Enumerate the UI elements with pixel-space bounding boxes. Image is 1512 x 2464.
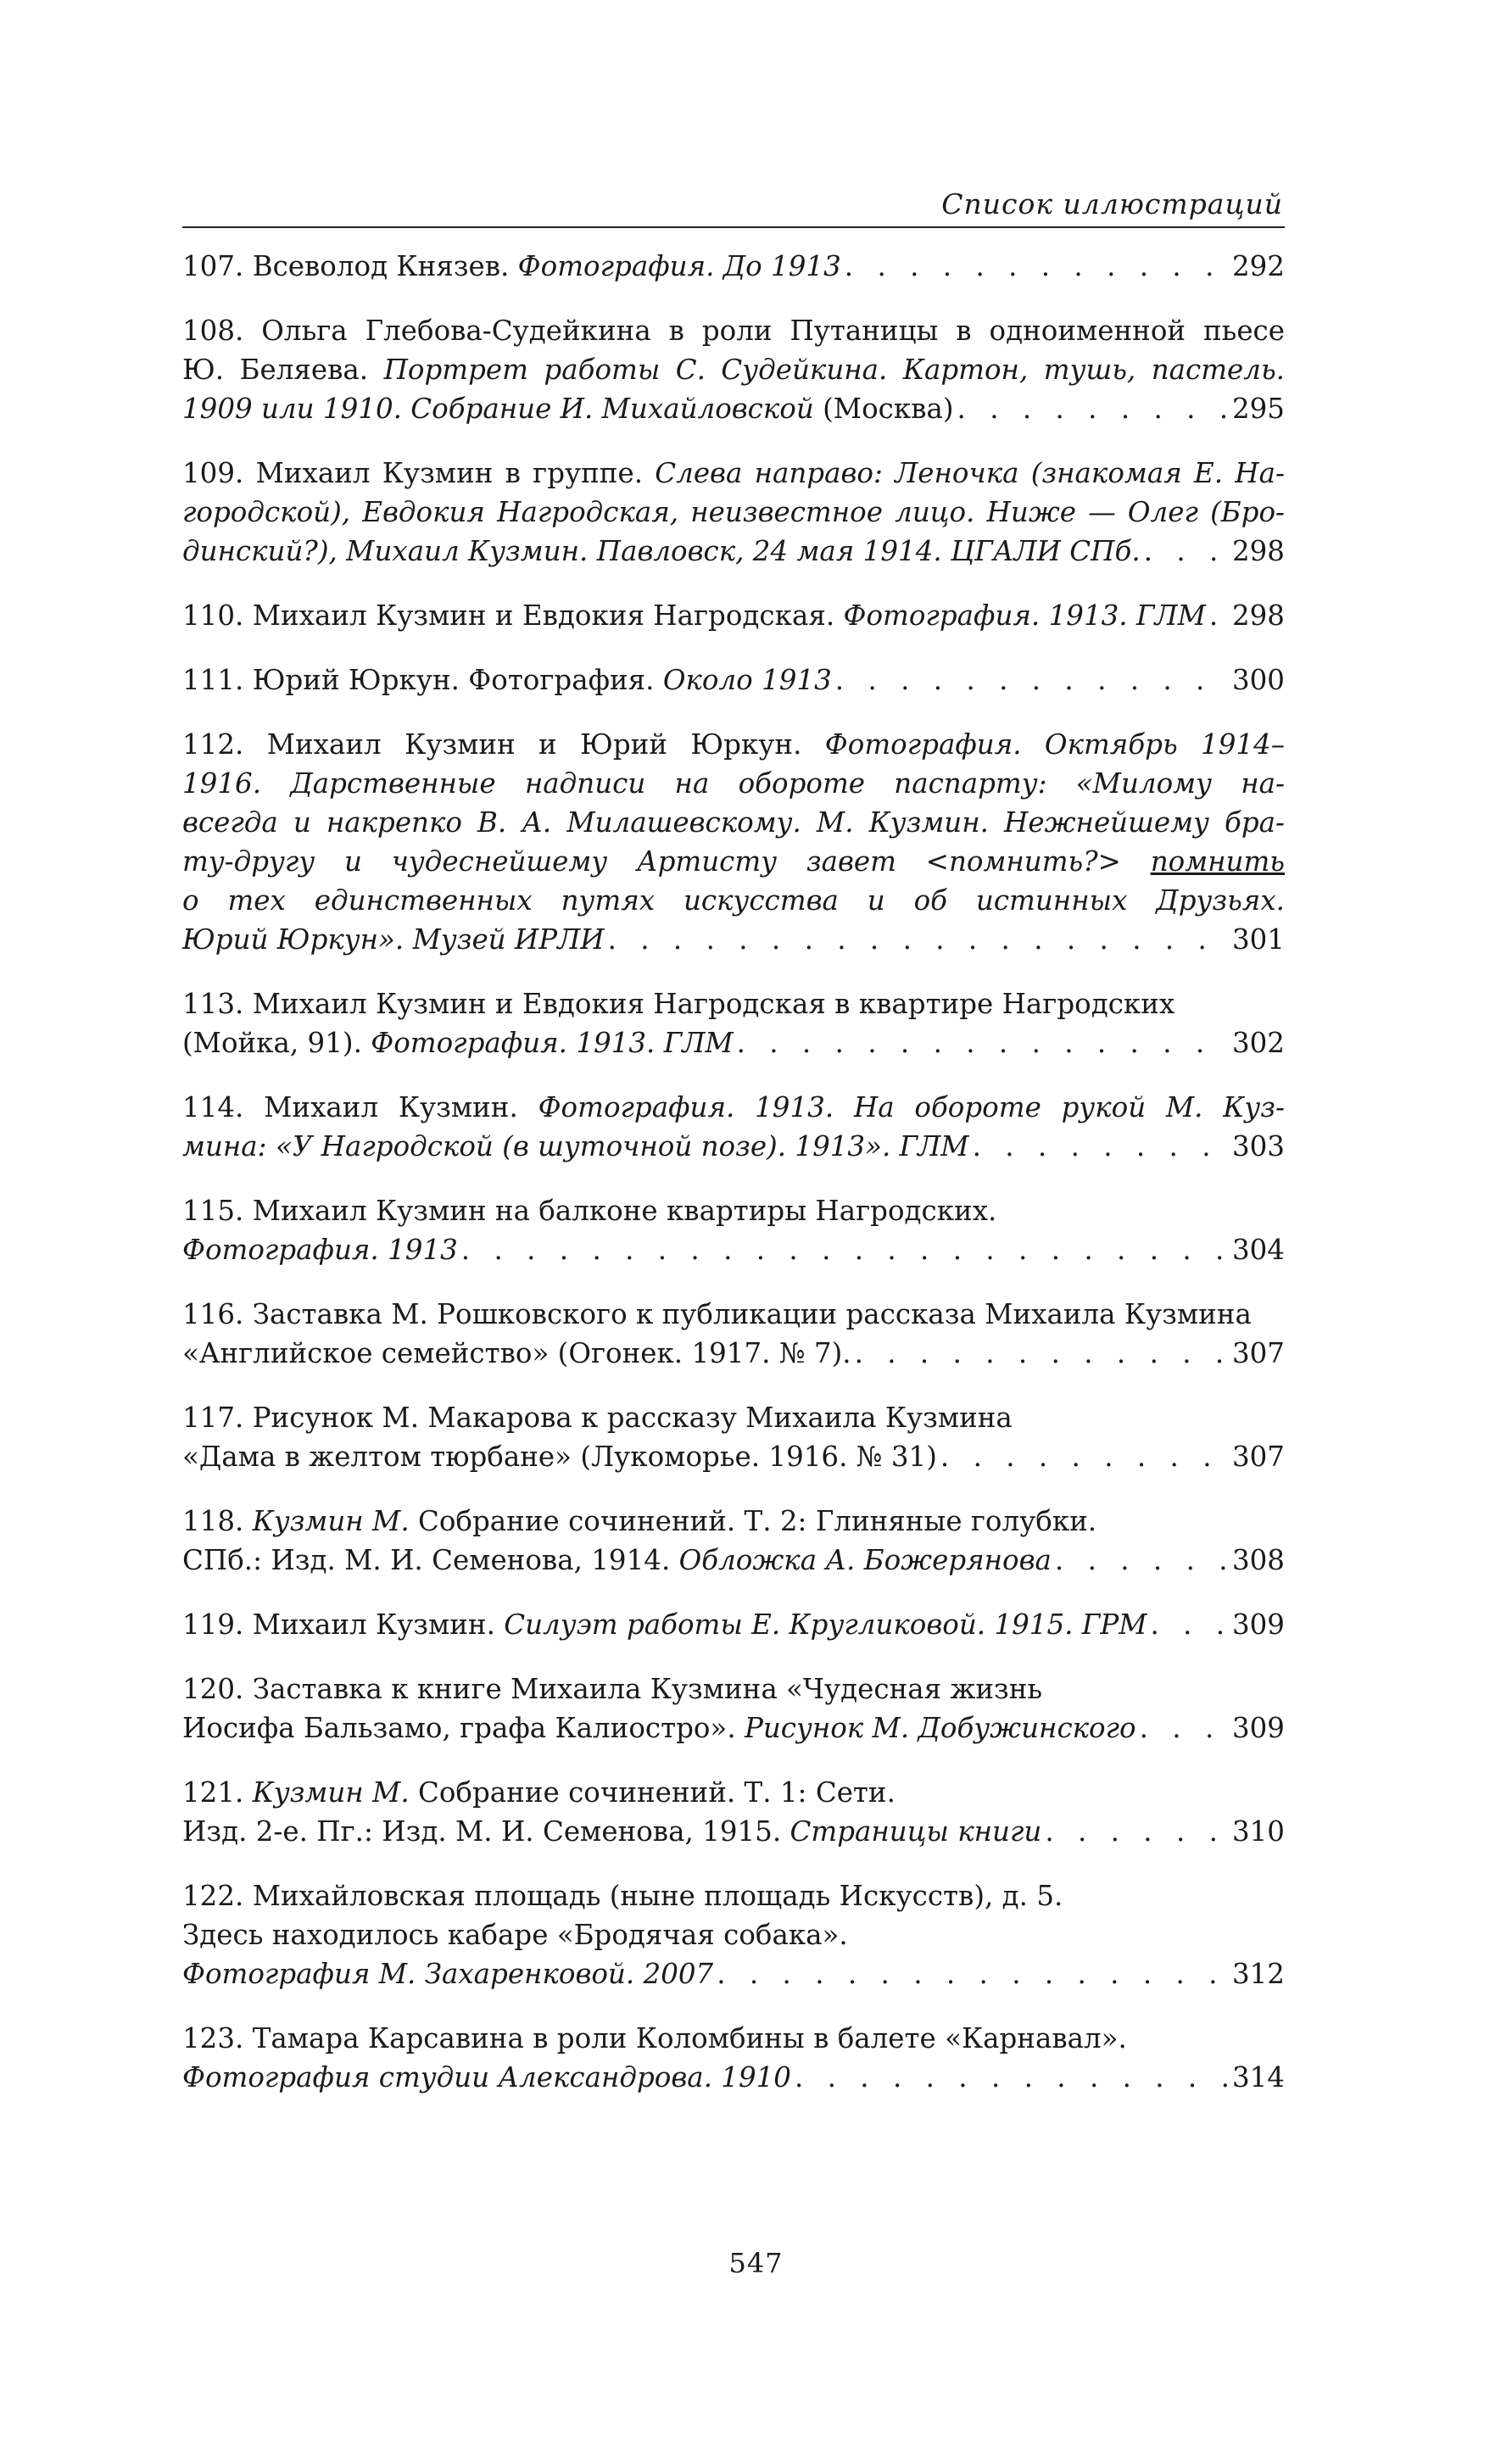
entry-line [182, 493, 1285, 532]
plain-text: 120. Заставка к книге Михаила Кузмина «Чудесная жизнь [182, 1673, 1043, 1705]
entry-line [182, 1088, 1285, 1127]
entry-text [182, 1127, 969, 1166]
plain-text: «Английское семейство» (Огонек. 1917. № 7). [182, 1337, 851, 1369]
dot-leader [973, 1127, 1229, 1166]
page-reference: 309 [1231, 1712, 1285, 1744]
entry-text [182, 1398, 1013, 1437]
plain-text: 117. Рисунок М. Макарова к рассказу Михаила Кузмина [182, 1402, 1013, 1434]
entry-text [182, 532, 1141, 571]
italic-text: Кузмин М. [252, 1776, 418, 1809]
entry-text [182, 1023, 734, 1062]
entry-text [182, 661, 832, 700]
dot-leader [845, 247, 1229, 286]
italic-text: Около 1913 [662, 664, 832, 696]
plain-text: Изд. 2-е. Пг.: Изд. М. И. Семенова, 1915. [182, 1815, 790, 1848]
entry-text [182, 389, 954, 428]
page-reference: 298 [1231, 535, 1285, 567]
entry-text [182, 767, 1285, 800]
page-reference: 309 [1231, 1608, 1285, 1641]
entry-text [182, 496, 1285, 528]
page-reference: 308 [1231, 1544, 1285, 1576]
plain-text: 111. Юрий Юркун. Фотография. [182, 664, 663, 696]
entry-text [182, 1709, 1136, 1748]
dot-leader [1055, 1541, 1229, 1580]
list-entry-111 [182, 661, 1285, 700]
italic-text: Фотография. До 1913 [517, 250, 841, 282]
dot-leader [1140, 1709, 1229, 1748]
plain-text: 113. Михаил Кузмин и Евдокия Нагродская в квартире Нагродских [182, 988, 1175, 1020]
dot-leader [717, 1954, 1229, 1993]
italic-text: Рисунок М. Добужинского [744, 1712, 1136, 1744]
entry-text [182, 920, 605, 959]
list-entry-112 [182, 725, 1285, 959]
dot-leader [737, 1023, 1229, 1062]
page-reference: 310 [1231, 1815, 1285, 1848]
entry-line [182, 1023, 1285, 1062]
page-number: 547 [728, 2247, 784, 2279]
entry-line [182, 1954, 1285, 1993]
entry-line [182, 1605, 1285, 1644]
page-reference: 314 [1231, 2061, 1285, 2093]
entry-text [182, 1541, 1052, 1580]
plain-text: 110. Михаил Кузмин и Евдокия Нагродская. [182, 599, 844, 632]
entry-line [182, 1773, 1285, 1812]
plain-text: 109. Михаил Кузмин в группе. [182, 457, 656, 489]
entry-line [182, 389, 1285, 428]
page-reference: 301 [1231, 923, 1285, 956]
entry-text [182, 1437, 937, 1476]
page-reference: 307 [1231, 1337, 1285, 1369]
plain-text: 108. Ольга Глебова-Судейкина в роли Путаницы в одноименной пьесе [182, 315, 1285, 347]
list-entry-118 [182, 1502, 1285, 1580]
header-rule [182, 226, 1285, 228]
entry-text [182, 1502, 1096, 1541]
italic-text: Юрий Юркун». Музей ИРЛИ [182, 923, 605, 956]
entry-line [182, 247, 1285, 286]
plain-text: СПб.: Изд. М. И. Семенова, 1914. [182, 1544, 679, 1576]
book-page [182, 182, 1285, 2122]
plain-text: 115. Михаил Кузмин на балконе квартиры Нагродских. [182, 1195, 997, 1227]
italic-text: Слева направо: Леночка (знакомая Е. На- [655, 457, 1285, 489]
page-reference: 304 [1231, 1234, 1285, 1266]
running-head: Список иллюстраций [941, 187, 1283, 220]
plain-text: «Дама в желтом тюрбане» (Лукоморье. 1916. № 31) [182, 1441, 937, 1473]
entry-line [182, 1812, 1285, 1851]
plain-text: (Мойка, 91). [182, 1027, 371, 1059]
italic-text: Фотография студии Александрова. 1910 [182, 2061, 791, 2093]
plain-text: Собрание сочинений. Т. 1: Сети. [418, 1776, 895, 1809]
entry-line [182, 454, 1285, 493]
entry-line [182, 920, 1285, 959]
italic-text: Портрет работы С. Судейкина. Картон, тушь, пастель. [383, 354, 1285, 386]
entry-line [182, 725, 1285, 764]
italic-text: динский?), Михаил Кузмин. Павловск, 24 мая 1914. ЦГАЛИ СПб. [182, 535, 1141, 567]
entry-line [182, 1876, 1285, 1915]
entry-line [182, 1709, 1285, 1748]
dot-leader [855, 1334, 1229, 1373]
dot-leader [795, 2058, 1229, 2097]
dot-leader [1045, 1812, 1229, 1851]
list-entry-119 [182, 1605, 1285, 1644]
list-entry-122 [182, 1876, 1285, 1993]
list-entry-116 [182, 1295, 1285, 1373]
plain-text: 118. [182, 1505, 253, 1537]
entry-text [182, 1191, 996, 1230]
entry-text [182, 984, 1174, 1023]
list-entry-107 [182, 247, 1285, 286]
entry-line [182, 881, 1285, 920]
entry-text [182, 457, 1285, 489]
dot-leader [608, 920, 1229, 959]
italic-text: о тех единственных путях искусства и об истинных Друзьях. [182, 884, 1285, 917]
entry-line [182, 1334, 1285, 1373]
entry-text [182, 1605, 1147, 1644]
entry-text [182, 1091, 1285, 1123]
list-entry-115 [182, 1191, 1285, 1269]
italic-text: мина: «У Нагродской (в шуточной позе). 1913». ГЛМ [182, 1130, 969, 1162]
page-reference: 312 [1231, 1958, 1285, 1990]
entry-line [182, 764, 1285, 803]
dot-leader [1209, 596, 1229, 635]
entry-line [182, 2058, 1285, 2097]
page-reference: 303 [1231, 1130, 1285, 1162]
italic-text: всегда и накрепко В. А. Милашевскому. М. Кузмин. Нежнейшему бра- [182, 806, 1285, 839]
plain-text: (Москва) [823, 393, 954, 425]
entry-text [182, 1334, 851, 1373]
dot-leader [1150, 1605, 1228, 1644]
list-entry-123 [182, 2019, 1285, 2097]
entry-text [182, 315, 1285, 347]
italic-text: Обложка А. Божерянова [678, 1544, 1052, 1576]
plain-text: Иосифа Бальзамо, графа Калиостро». [182, 1712, 745, 1744]
list-entry-113 [182, 984, 1285, 1062]
list-entry-108 [182, 311, 1285, 428]
underlined-text: помнить [1150, 845, 1285, 878]
entry-line [182, 1295, 1285, 1334]
entry-line [182, 596, 1285, 635]
entry-line [182, 311, 1285, 350]
entry-text [182, 1230, 458, 1269]
plain-text: Здесь находилось кабаре «Бродячая собака». [182, 1919, 848, 1951]
entry-line [182, 1915, 1285, 1954]
entry-text [182, 728, 1285, 761]
entry-text [182, 247, 841, 286]
plain-text: Собрание сочинений. Т. 2: Глиняные голубки. [418, 1505, 1097, 1537]
italic-text: Фотография. 1913. ГЛМ [371, 1027, 734, 1059]
entry-line [182, 1398, 1285, 1437]
entry-text [182, 1876, 1063, 1915]
illustration-list [182, 247, 1285, 2097]
dot-leader [940, 1437, 1229, 1476]
italic-text: Фотография. 1913. На обороте рукой М. Куз- [538, 1091, 1285, 1123]
page-reference: 295 [1231, 393, 1285, 425]
list-entry-120 [182, 1670, 1285, 1748]
plain-text: 116. Заставка М. Рошковского к публикации рассказа Михаила Кузмина [182, 1298, 1252, 1330]
plain-text: 121. [182, 1776, 253, 1809]
italic-text: ту-другу и чудеснейшему Артисту завет <помнить?> [182, 845, 1151, 878]
italic-text: 1909 или 1910. Собрание И. Михайловской [182, 393, 823, 425]
plain-text: 122. Михайловская площадь (ныне площадь Искусств), д. 5. [182, 1880, 1063, 1912]
italic-text: Кузмин М. [252, 1505, 418, 1537]
list-entry-109 [182, 454, 1285, 571]
plain-text: 119. Михаил Кузмин. [182, 1608, 505, 1641]
page-reference: 307 [1231, 1441, 1285, 1473]
entry-text [182, 596, 1206, 635]
entry-line [182, 803, 1285, 842]
dot-leader [835, 661, 1229, 700]
entry-line [182, 842, 1285, 881]
dot-leader [461, 1230, 1229, 1269]
entry-text [182, 1954, 713, 1993]
italic-text: Фотография М. Захаренковой. 2007 [182, 1958, 714, 1990]
entry-text [182, 1915, 848, 1954]
dot-leader [1144, 532, 1229, 571]
italic-text: 1916. Дарственные надписи на обороте паспарту: «Милому на- [182, 767, 1285, 800]
list-entry-117 [182, 1398, 1285, 1476]
entry-text [182, 1295, 1252, 1334]
plain-text: 112. Михаил Кузмин и Юрий Юркун. [182, 728, 825, 761]
list-entry-110 [182, 596, 1285, 635]
entry-line [182, 1437, 1285, 1476]
page-reference: 298 [1231, 599, 1285, 632]
entry-line [182, 1191, 1285, 1230]
entry-text [182, 1812, 1041, 1851]
entry-line [182, 1127, 1285, 1166]
italic-text: городской), Евдокия Нагродская, неизвестное лицо. Ниже — Олег (Бро- [182, 496, 1285, 528]
italic-text: Фотография. 1913 [182, 1234, 458, 1266]
entry-line [182, 661, 1285, 700]
list-entry-121 [182, 1773, 1285, 1851]
italic-text: Фотография. Октябрь 1914– [824, 728, 1285, 761]
entry-line [182, 1670, 1285, 1709]
entry-text [182, 1670, 1042, 1709]
entry-text [182, 884, 1285, 917]
entry-line [182, 532, 1285, 571]
plain-text: Ю. Беляева. [182, 354, 384, 386]
italic-text: Страницы книги [789, 1815, 1042, 1848]
entry-text [182, 2019, 1127, 2058]
entry-line [182, 1541, 1285, 1580]
entry-text [182, 1773, 895, 1812]
entry-text [182, 845, 1285, 878]
page-reference: 302 [1231, 1027, 1285, 1059]
plain-text: 107. Всеволод Князев. [182, 250, 518, 282]
entry-line [182, 350, 1285, 389]
entry-text [182, 354, 1285, 386]
entry-line [182, 984, 1285, 1023]
entry-text [182, 806, 1285, 839]
plain-text: 114. Михаил Кузмин. [182, 1091, 538, 1123]
italic-text: Фотография. 1913. ГЛМ [843, 599, 1206, 632]
list-entry-114 [182, 1088, 1285, 1166]
plain-text: 123. Тамара Карсавина в роли Коломбины в балете «Карнавал». [182, 2022, 1127, 2054]
page-reference: 292 [1231, 250, 1285, 282]
entry-line [182, 2019, 1285, 2058]
entry-line [182, 1230, 1285, 1269]
entry-line [182, 1502, 1285, 1541]
dot-leader [957, 389, 1229, 428]
entry-text [182, 2058, 791, 2097]
page-reference: 300 [1231, 664, 1285, 696]
italic-text: Силуэт работы Е. Кругликовой. 1915. ГРМ [504, 1608, 1147, 1641]
